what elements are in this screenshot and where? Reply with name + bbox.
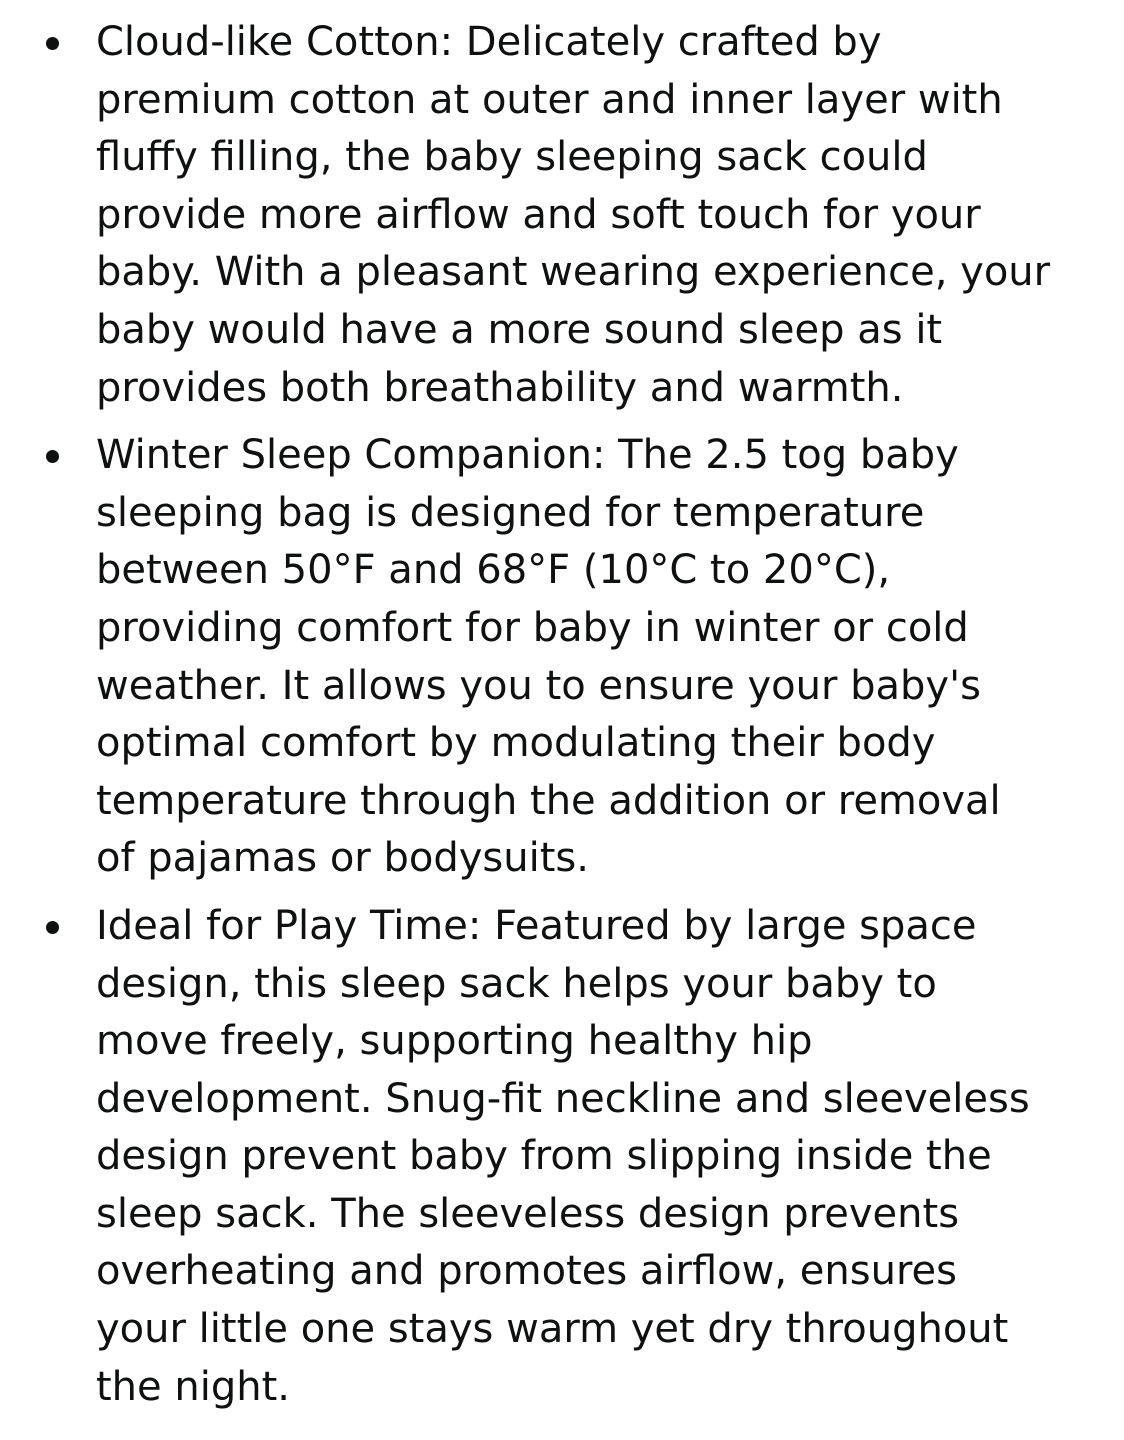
feature-text-line: baby. With a pleasant wearing experience, your: [96, 249, 1051, 296]
feature-text-line: move freely, supporting healthy hip: [96, 1018, 813, 1065]
bullet-icon: [46, 450, 59, 463]
feature-text-line: Winter Sleep Companion: The 2.5 tog baby: [96, 432, 959, 479]
feature-item-winter-sleep-companion: [0, 427, 1124, 888]
feature-bullet-list: [0, 14, 1124, 1426]
feature-text-line: providing comfort for baby in winter or cold: [96, 604, 969, 651]
feature-text-line: between 50°F and 68°F (10°C to 20°C),: [96, 547, 891, 594]
feature-text-line: provide more airflow and soft touch for your: [96, 191, 981, 238]
feature-item-cloud-like-cotton: [0, 14, 1124, 417]
feature-text-line: development. Snug-fit neckline and sleeveless: [96, 1075, 1030, 1122]
feature-text-line: design prevent baby from slipping inside the: [96, 1133, 992, 1180]
feature-text-line: fluffy filling, the baby sleeping sack could: [96, 134, 928, 181]
feature-text-line: Cloud-like Cotton: Delicately crafted by: [96, 19, 882, 65]
feature-text-line: of pajamas or bodysuits.: [96, 835, 589, 882]
feature-text-line: premium cotton at outer and inner layer with: [96, 76, 1003, 123]
bullet-icon: [46, 37, 59, 50]
bullet-icon: [46, 921, 59, 934]
feature-text-line: the night.: [96, 1363, 290, 1410]
feature-text-line: sleeping bag is designed for temperature: [96, 489, 925, 536]
feature-text-line: Ideal for Play Time: Featured by large space: [96, 902, 977, 949]
feature-text-line: weather. It allows you to ensure your baby's: [96, 662, 981, 709]
feature-text-line: design, this sleep sack helps your baby to: [96, 960, 937, 1007]
feature-item-ideal-for-play-time: [0, 898, 1124, 1416]
feature-text-line: overheating and promotes airflow, ensures: [96, 1248, 957, 1295]
feature-text-line: your little one stays warm yet dry throughout: [96, 1306, 1009, 1353]
feature-text-line: provides both breathability and warmth.: [96, 364, 904, 411]
feature-text-line: baby would have a more sound sleep as it: [96, 306, 943, 353]
feature-text-line: optimal comfort by modulating their body: [96, 720, 936, 767]
feature-text-line: sleep sack. The sleeveless design prevents: [96, 1190, 960, 1237]
feature-text-line: temperature through the addition or removal: [96, 777, 1001, 824]
